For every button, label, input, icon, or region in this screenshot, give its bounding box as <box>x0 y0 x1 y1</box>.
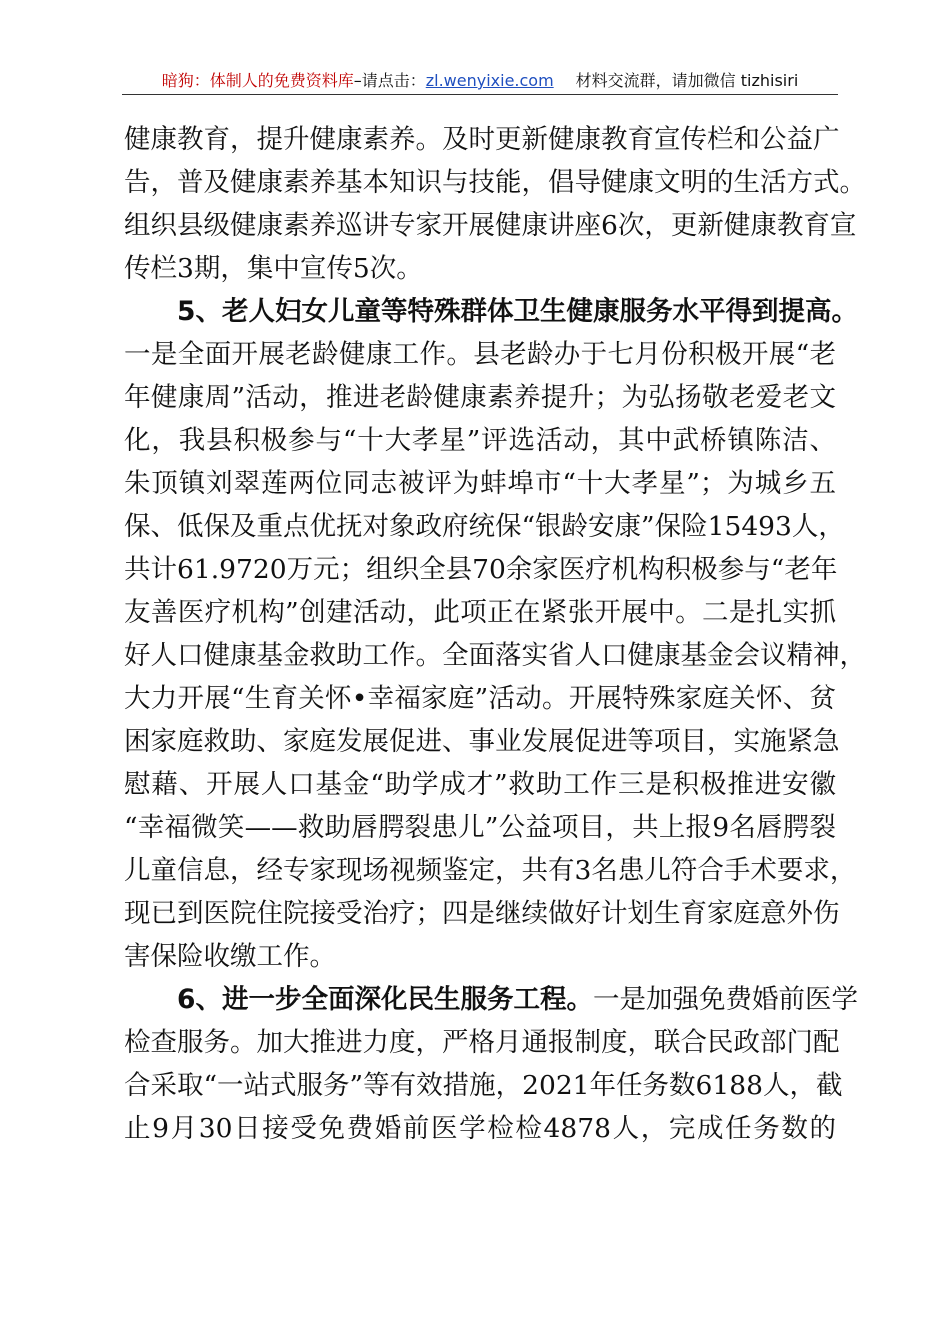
body-line: 传栏3期，集中宣传5次。 <box>124 253 423 284</box>
document-body <box>124 118 866 1150</box>
header-prompt: –请点击： <box>353 71 426 90</box>
body-line: 困家庭救助、家庭发展促进、事业发展促进等项目，实施紧急 <box>124 726 840 757</box>
body-line: 止9月30日接受免费婚前医学检检4878人，完成任务数的 <box>124 1113 836 1144</box>
body-line: 大力开展“生育关怀•幸福家庭”活动。开展特殊家庭关怀、贫 <box>124 683 836 714</box>
body-line: 害保险收缴工作。 <box>124 941 336 972</box>
body-line: 现已到医院住院接受治疗；四是继续做好计划生育家庭意外伤 <box>124 898 840 929</box>
page-header <box>122 70 838 95</box>
body-line: 友善医疗机构”创建活动，此项正在紧张开展中。二是扎实抓 <box>124 597 836 628</box>
body-line: 健康教育，提升健康素养。及时更新健康教育宣传栏和公益广 <box>124 124 840 155</box>
section-heading-6: 6、进一步全面深化民生服务工程。 <box>177 984 593 1015</box>
section-6-lead-text: 一是加强免费婚前医学 <box>592 984 858 1015</box>
body-line: 告，普及健康素养基本知识与技能，倡导健康文明的生活方式。 <box>124 167 866 198</box>
body-line: 检查服务。加大推进力度，严格月通报制度，联合民政部门配 <box>124 1027 840 1058</box>
body-line: 朱顶镇刘翠莲两位同志被评为蚌埠市“十大孝星”；为城乡五 <box>124 468 836 499</box>
body-line: 保、低保及重点优抚对象政府统保“银龄安康”保险15493人， <box>124 511 845 542</box>
body-line: 共计61.9720万元；组织全县70余家医疗机构积极参与“老年 <box>124 554 838 585</box>
body-line: “幸福微笑——救助唇腭裂患儿”公益项目，共上报9名唇腭裂 <box>124 812 836 843</box>
header-contact: 材料交流群，请加微信 tizhisiri <box>575 71 799 90</box>
body-line: 合采取“一站式服务”等有效措施，2021年任务数6188人，截 <box>124 1070 843 1101</box>
body-line: 慰藉、开展人口基金“助学成才”救助工作三是积极推进安徽 <box>124 769 836 800</box>
body-line: 年健康周”活动，推进老龄健康素养提升；为弘扬敬老爱老文 <box>124 382 836 413</box>
body-line: 组织县级健康素养巡讲专家开展健康讲座6次，更新健康教育宣 <box>124 210 857 241</box>
body-line: 一是全面开展老龄健康工作。县老龄办于七月份积极开展“老 <box>124 339 836 370</box>
header-brand: 暗狗：体制人的免费资料库 <box>161 71 354 90</box>
body-line: 好人口健康基金救助工作。全面落实省人口健康基金会议精神， <box>124 640 866 671</box>
body-line: 化，我县积极参与“十大孝星”评选活动，其中武桥镇陈洁、 <box>124 425 836 456</box>
section-heading-line-6 <box>124 978 858 1021</box>
body-line: 儿童信息，经专家现场视频鉴定，共有3名患儿符合手术要求， <box>124 855 857 886</box>
header-link[interactable]: zl.wenyixie.com <box>425 71 554 90</box>
section-heading-5: 5、老人妇女儿童等特殊群体卫生健康服务水平得到提高。 <box>177 296 858 327</box>
